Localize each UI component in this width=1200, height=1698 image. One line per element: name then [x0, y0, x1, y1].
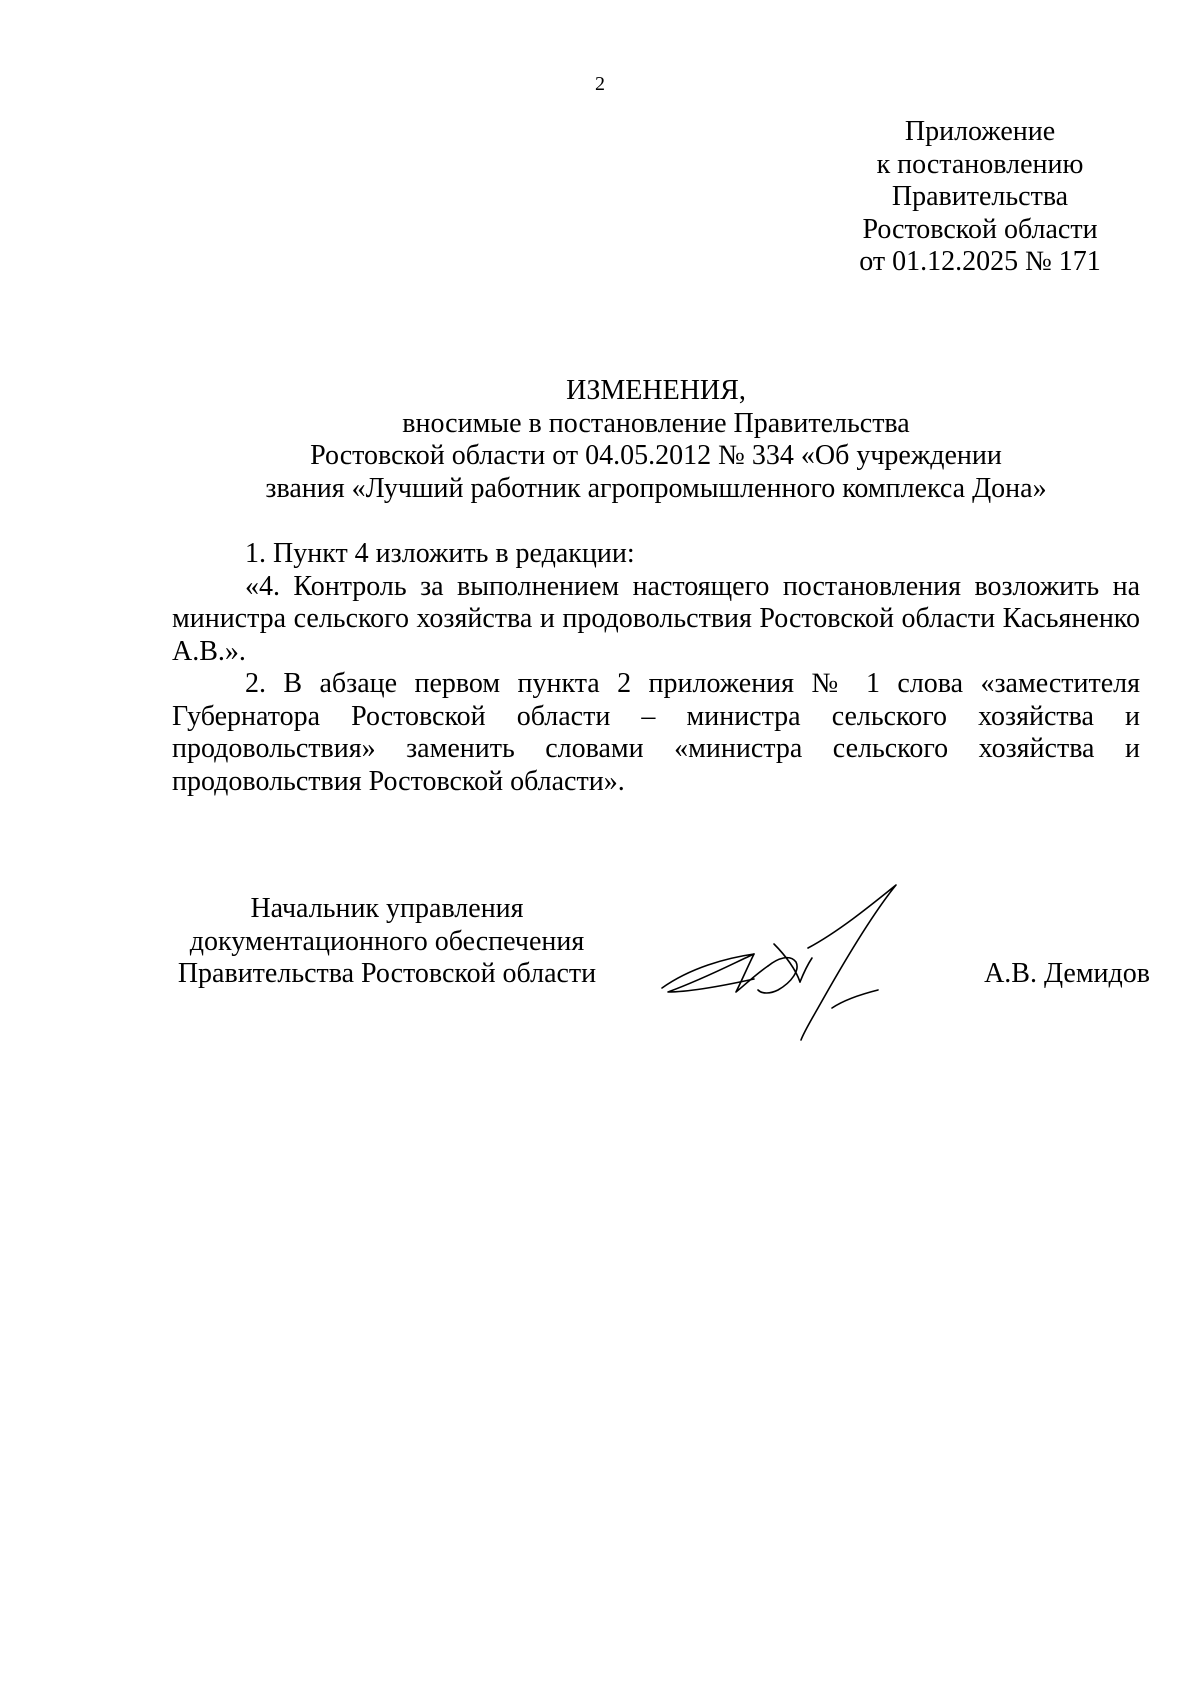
title-line: вносимые в постановление Правительства — [402, 407, 910, 439]
title-heading: ИЗМЕНЕНИЯ, — [566, 375, 746, 406]
appendix-line: Ростовской области — [862, 213, 1098, 245]
body-paragraph: «4. Контроль за выполнением настоящего постановления возложить на министра сельского хозяйства и продовольствия Ростовской области Касьяненко А.В.». — [172, 570, 1140, 667]
body-paragraph: 1. Пункт 4 изложить в редакции: — [245, 538, 635, 569]
title-line: звания «Лучший работник агропромышленного комплекса Дона» — [265, 472, 1047, 504]
document-title — [172, 375, 1140, 505]
body-paragraph: 2. В абзаце первом пункта 2 приложения № 1 слова «заместителя Губернатора Ростовской области – министра сельского хозяйства и продовольствия» заменить словами «министра сельского хозяйства и продовольствия Ростовской области». — [172, 668, 1140, 797]
appendix-line: Приложение — [904, 116, 1056, 147]
page-number: 2 — [595, 73, 605, 95]
document-body — [172, 538, 1140, 798]
signatory-position-line: документационного обеспечения — [189, 925, 585, 957]
appendix-line: Правительства — [891, 181, 1069, 212]
signatory-position — [172, 893, 602, 991]
appendix-line: от 01.12.2025 № 171 — [859, 246, 1101, 277]
appendix-line: к постановлению — [876, 148, 1084, 180]
signatory-position-line: Правительства Ростовской области — [177, 958, 597, 989]
appendix-block — [800, 116, 1160, 279]
signatory-name: А.В. Демидов — [984, 958, 1150, 989]
signatory-position-line: Начальник управления — [250, 893, 524, 924]
handwritten-signature — [650, 882, 940, 1042]
title-line: Ростовской области от 04.05.2012 № 334 «Об учреждении — [310, 440, 1002, 471]
